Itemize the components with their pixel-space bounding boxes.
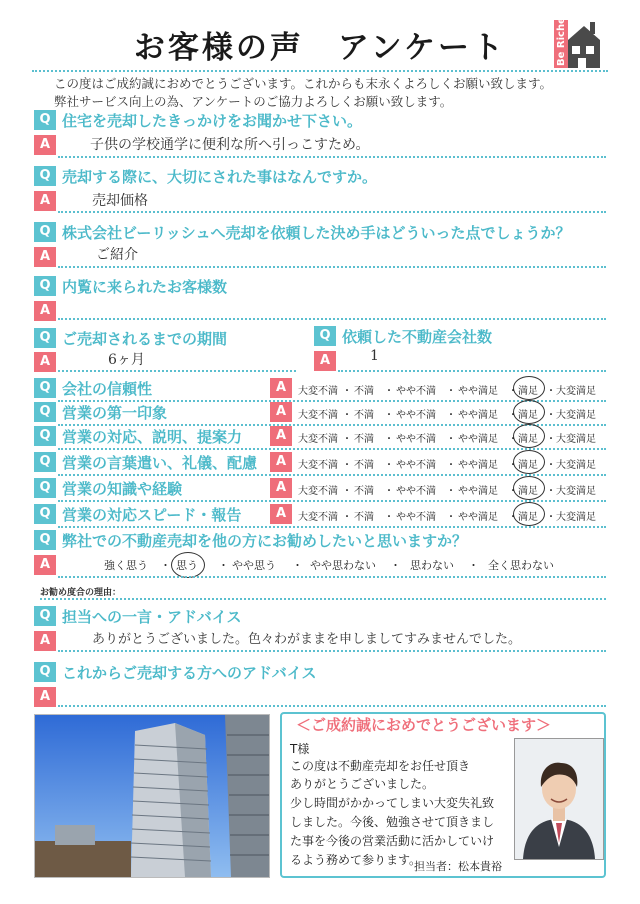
question-marker: Q (34, 402, 56, 422)
divider (32, 70, 608, 72)
rating-option[interactable]: 大変満足 (556, 410, 596, 421)
rating-separator: ・ (508, 386, 518, 397)
rating-option[interactable]: 大変不満 (298, 512, 338, 523)
rating-separator: ・ (546, 460, 556, 471)
rating-separator: ・ (384, 434, 394, 445)
rating-option[interactable]: やや満足 (458, 460, 498, 471)
rating-option[interactable]: やや不満 (396, 410, 436, 421)
intro-line: 弊社サービス向上の為、アンケートのご協力よろしくお願い致します。 (54, 94, 453, 109)
question-text: 営業の対応スピード・報告 (62, 506, 242, 524)
question-marker: Q (314, 326, 336, 346)
question-text: 担当への一言・アドバイス (62, 608, 242, 626)
rating-separator: ・ (342, 512, 352, 523)
question-text: 営業の言葉遣い、礼儀、配慮 (62, 454, 258, 472)
rating-separator: ・ (446, 486, 456, 497)
message-heading: ＜ご成約誠におめでとうございます＞ (296, 716, 552, 734)
question-text: 営業の対応、説明、提案力 (62, 428, 243, 446)
rating-option[interactable]: 満足 (518, 434, 538, 445)
rating-separator: ・ (342, 460, 352, 471)
answer-marker: A (34, 631, 56, 651)
question-text: 住宅を売却したきっかけをお聞かせ下さい。 (62, 112, 363, 130)
rating-option[interactable]: 満足 (518, 512, 538, 523)
rating-option[interactable]: やや不満 (396, 434, 436, 445)
answer-marker: A (314, 351, 336, 371)
rating-separator: ・ (446, 434, 456, 445)
rating-separator: ・ (446, 512, 456, 523)
answer-marker: A (270, 402, 292, 422)
rating-separator: ・ (546, 386, 556, 397)
rating-option[interactable]: 大変満足 (556, 386, 596, 397)
rating-separator: ・ (384, 410, 394, 421)
answer-marker: A (270, 378, 292, 398)
answer-marker: A (34, 135, 56, 155)
recommend-option[interactable]: 思う (176, 559, 198, 572)
answer-line (58, 156, 606, 158)
rating-separator: ・ (508, 486, 518, 497)
message-line: しました。今後、勉強させて頂きまし (290, 815, 495, 829)
rating-separator: ・ (384, 512, 394, 523)
question-marker: Q (34, 452, 56, 472)
recommend-separator: ・ (390, 559, 401, 572)
rating-option[interactable]: 大変不満 (298, 410, 338, 421)
rating-option[interactable]: 満足 (518, 486, 538, 497)
question-marker: Q (34, 328, 56, 348)
rating-option[interactable]: 不満 (354, 386, 374, 397)
answer-text: ありがとうございました。色々わがままを申しましてすみませんでした。 (92, 632, 522, 647)
answer-line (338, 370, 606, 372)
rating-separator: ・ (546, 512, 556, 523)
rating-option[interactable]: 大変満足 (556, 460, 596, 471)
rating-option[interactable]: 大変不満 (298, 486, 338, 497)
rating-option[interactable]: 不満 (354, 434, 374, 445)
rating-option[interactable]: 大変満足 (556, 512, 596, 523)
rating-option[interactable]: やや満足 (458, 410, 498, 421)
question-text: 弊社での不動産売却を他の方にお勧めしたいと思いますか？ (62, 532, 468, 550)
answer-line (58, 318, 606, 320)
answer-text: 売却価格 (92, 193, 148, 209)
rating-option[interactable]: 大変満足 (556, 434, 596, 445)
staff-photo (514, 738, 604, 860)
recommend-option[interactable]: 全く思わない (488, 559, 554, 572)
question-marker: Q (34, 530, 56, 550)
reason-line (40, 598, 606, 600)
message-line: 少し時間がかかってしまい大変失礼致 (290, 796, 495, 810)
answer-marker: A (34, 687, 56, 707)
rating-separator: ・ (508, 460, 518, 471)
rating-separator: ・ (508, 512, 518, 523)
rating-option[interactable]: 大変不満 (298, 460, 338, 471)
recommend-option[interactable]: 思わない (410, 559, 454, 572)
message-line: るよう務めて参ります。 (290, 853, 422, 867)
rating-option[interactable]: 不満 (354, 460, 374, 471)
answer-line (58, 576, 606, 578)
rating-separator: ・ (546, 410, 556, 421)
recommend-separator: ・ (160, 559, 171, 572)
answer-marker: A (270, 478, 292, 498)
question-marker: Q (34, 606, 56, 626)
rating-option[interactable]: やや不満 (396, 512, 436, 523)
rating-separator: ・ (508, 410, 518, 421)
rating-separator: ・ (342, 410, 352, 421)
rating-separator: ・ (546, 486, 556, 497)
answer-line (58, 650, 606, 652)
question-text: 営業の知識や経験 (62, 480, 183, 498)
rating-option[interactable]: やや不満 (396, 486, 436, 497)
question-marker: Q (34, 378, 56, 398)
message-line: た事を今後の営業活動に活かしていけ (290, 834, 495, 848)
message-line: ありがとうございました。 (290, 777, 435, 791)
rating-option[interactable]: 満足 (518, 460, 538, 471)
question-marker: Q (34, 478, 56, 498)
rating-option[interactable]: 不満 (354, 410, 374, 421)
rating-separator: ・ (342, 486, 352, 497)
rating-separator: ・ (446, 460, 456, 471)
answer-text: 子供の学校通学に便利な所へ引っこすため。 (90, 137, 370, 153)
question-marker: Q (34, 222, 56, 242)
rating-option[interactable]: やや満足 (458, 486, 498, 497)
question-marker: Q (34, 426, 56, 446)
recommend-separator: ・ (218, 559, 229, 572)
question-text: ご売却されるまでの期間 (62, 330, 228, 348)
answer-marker: A (34, 352, 56, 372)
recommend-option[interactable]: やや思う (232, 559, 276, 572)
rating-option[interactable]: 大変不満 (298, 434, 338, 445)
question-marker: Q (34, 166, 56, 186)
rating-option[interactable]: 不満 (354, 512, 374, 523)
rating-separator: ・ (384, 386, 394, 397)
question-text: 営業の第一印象 (62, 404, 168, 422)
rating-option[interactable]: やや満足 (458, 386, 498, 397)
answer-marker: A (34, 247, 56, 267)
answer-marker: A (270, 426, 292, 446)
rating-separator: ・ (446, 386, 456, 397)
rating-separator: ・ (508, 434, 518, 445)
intro-line: この度はご成約誠におめでとうございます。これからも末永くよろしくお願い致します。 (54, 76, 553, 91)
recommend-option[interactable]: やや思わない (310, 559, 376, 572)
reason-label: お勧め度合の理由： (40, 588, 122, 598)
answer-text: 6ヶ月 (108, 352, 145, 368)
rating-option[interactable]: 大変不満 (298, 386, 338, 397)
rating-separator: ・ (342, 386, 352, 397)
question-text: 依頼した不動産会社数 (342, 328, 493, 346)
answer-text: ご紹介 (96, 247, 138, 263)
rating-separator: ・ (446, 410, 456, 421)
staff-signature: 担当者：松本貴裕 (414, 860, 502, 873)
rating-option[interactable]: 満足 (518, 386, 538, 397)
message-line: この度は不動産売却をお任せ頂き (290, 759, 471, 773)
answer-line (58, 266, 606, 268)
rating-separator: ・ (342, 434, 352, 445)
question-text: 株式会社ビーリッシュへ売却を依頼した決め手はどういった点でしょうか？ (62, 224, 571, 242)
rating-option[interactable]: やや不満 (396, 386, 436, 397)
rating-option[interactable]: 大変満足 (556, 486, 596, 497)
answer-line (58, 211, 606, 213)
rating-separator: ・ (384, 460, 394, 471)
company-logo (554, 20, 600, 68)
answer-marker: A (34, 555, 56, 575)
answer-marker: A (34, 301, 56, 321)
rating-option[interactable]: やや満足 (458, 434, 498, 445)
question-text: 会社の信頼性 (62, 380, 153, 398)
rating-option[interactable]: やや不満 (396, 460, 436, 471)
rating-separator: ・ (546, 434, 556, 445)
answer-marker: A (270, 504, 292, 524)
recommend-separator: ・ (468, 559, 479, 572)
question-marker: Q (34, 276, 56, 296)
logo-text: Be Riche (556, 20, 567, 66)
question-marker: Q (34, 504, 56, 524)
question-marker: Q (34, 110, 56, 130)
rating-option[interactable]: やや満足 (458, 512, 498, 523)
question-text: 内覧に来られたお客様数 (62, 278, 228, 296)
page-title: お客様の声 アンケート (133, 30, 507, 66)
answer-text: 1 (370, 348, 379, 364)
selected-circle (171, 552, 205, 578)
rating-option[interactable]: 不満 (354, 486, 374, 497)
rating-separator: ・ (384, 486, 394, 497)
message-salutation: T様 (290, 742, 310, 756)
question-text: 売却する際に、大切にされた事はなんですか。 (62, 168, 378, 186)
answer-line (58, 370, 296, 372)
recommend-separator: ・ (292, 559, 303, 572)
question-text: これからご売却する方へのアドバイス (62, 664, 317, 682)
building-photo (34, 714, 270, 878)
rating-option[interactable]: 満足 (518, 410, 538, 421)
answer-marker: A (34, 191, 56, 211)
answer-line (58, 705, 606, 707)
answer-line (58, 526, 606, 528)
answer-marker: A (270, 452, 292, 472)
recommend-option[interactable]: 強く思う (104, 559, 148, 572)
question-marker: Q (34, 662, 56, 682)
